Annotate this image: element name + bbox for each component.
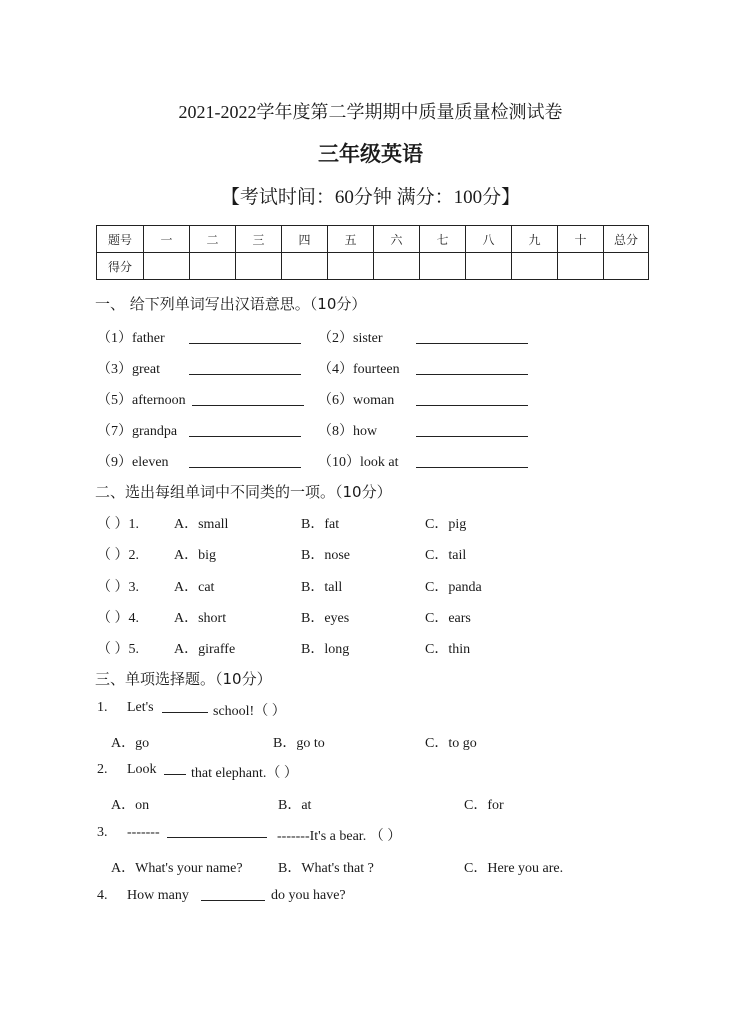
option-b: B．tall — [301, 580, 343, 595]
option-a: A．What's your name? — [111, 861, 243, 876]
section3-heading: 三、单项选择题。（10分） — [95, 670, 272, 688]
item-number: （3） — [97, 362, 132, 377]
answer-blank[interactable] — [189, 453, 301, 468]
score-cell: 五 — [328, 226, 374, 253]
option-c: C．thin — [425, 642, 471, 657]
item-word: eleven — [132, 455, 169, 470]
answer-blank[interactable] — [189, 422, 301, 437]
question-number: 2. — [97, 762, 108, 777]
item-number: （10） — [318, 455, 360, 470]
item-number: （8） — [318, 424, 353, 439]
item-number: （4） — [318, 362, 353, 377]
score-input-cell[interactable] — [328, 253, 374, 280]
item-number: （6） — [318, 393, 353, 408]
question-text-pre: Let's — [127, 700, 154, 715]
score-table — [96, 225, 649, 280]
vocab-item — [97, 358, 160, 378]
item-word: father — [132, 331, 165, 346]
score-cell: 七 — [420, 226, 466, 253]
answer-blank[interactable] — [192, 391, 304, 406]
answer-blank[interactable] — [201, 888, 265, 901]
option-b: B．eyes — [301, 611, 350, 626]
choice-number: （ ）5. — [97, 642, 139, 657]
answer-blank[interactable] — [164, 762, 186, 775]
score-input-cell[interactable] — [466, 253, 512, 280]
score-cell: 六 — [374, 226, 420, 253]
vocab-item — [318, 389, 394, 409]
answer-blank[interactable] — [162, 700, 208, 713]
question-number: 3. — [97, 825, 108, 840]
score-cell: 题号 — [97, 226, 144, 253]
score-input-cell[interactable] — [190, 253, 236, 280]
score-cell: 十 — [558, 226, 604, 253]
page-subtitle: 三年级英语 — [318, 142, 423, 166]
score-input-cell[interactable] — [512, 253, 558, 280]
option-a: A．cat — [174, 580, 215, 595]
option-c: C．tail — [425, 548, 467, 563]
option-c: C．to go — [425, 736, 477, 751]
score-input-cell[interactable] — [558, 253, 604, 280]
item-word: how — [353, 424, 378, 439]
answer-blank[interactable] — [416, 453, 528, 468]
score-cell: 总分 — [604, 226, 649, 253]
vocab-item — [97, 389, 186, 409]
question-number: 1. — [97, 700, 108, 715]
item-word: grandpa — [132, 424, 178, 439]
answer-blank[interactable] — [416, 360, 528, 375]
item-word: fourteen — [353, 362, 400, 377]
score-table-score-row — [97, 253, 649, 280]
answer-blank[interactable] — [189, 329, 301, 344]
vocab-item — [97, 420, 177, 440]
score-input-cell[interactable] — [144, 253, 190, 280]
item-word: great — [132, 362, 160, 377]
answer-blank[interactable] — [416, 329, 528, 344]
section2-heading: 二、选出每组单词中不同类的一项。（10分） — [95, 483, 392, 501]
vocab-item — [318, 358, 400, 378]
score-input-cell[interactable] — [236, 253, 282, 280]
question-text-pre: ------- — [127, 825, 160, 840]
option-b: B．nose — [301, 548, 350, 563]
answer-blank[interactable] — [167, 825, 267, 838]
score-cell: 四 — [282, 226, 328, 253]
choice-number: （ ）2. — [97, 548, 139, 563]
score-cell: 一 — [144, 226, 190, 253]
option-c: C．panda — [425, 580, 482, 595]
vocab-item — [318, 451, 399, 471]
option-c: C．pig — [425, 517, 467, 532]
item-word: woman — [353, 393, 395, 408]
item-word: look at — [360, 455, 399, 470]
score-cell: 三 — [236, 226, 282, 253]
section1-heading: 一、 给下列单词写出汉语意思。（10分） — [95, 295, 367, 313]
vocab-item — [318, 327, 383, 347]
score-input-cell[interactable] — [420, 253, 466, 280]
exam-info: 【考试时间：60分钟 满分：100分】 — [220, 187, 521, 208]
vocab-item — [97, 327, 188, 347]
item-word: sister — [353, 331, 383, 346]
choice-number: （ ）1. — [97, 517, 139, 532]
answer-blank[interactable] — [189, 360, 301, 375]
answer-blank[interactable] — [416, 391, 528, 406]
option-b: B．fat — [301, 517, 340, 532]
score-cell: 得分 — [97, 253, 144, 280]
item-number: （1） — [97, 331, 132, 346]
vocab-item — [97, 451, 169, 471]
option-b: B．What's that ? — [278, 861, 374, 876]
score-cell: 二 — [190, 226, 236, 253]
option-a: A．go — [111, 736, 150, 751]
option-a: A．on — [111, 798, 150, 813]
score-input-cell[interactable] — [374, 253, 420, 280]
option-c: C．Here you are. — [464, 861, 564, 876]
choice-number: （ ）4. — [97, 611, 139, 626]
question-text-post: school!（ ） — [213, 704, 286, 719]
score-cell: 八 — [466, 226, 512, 253]
score-table-header-row — [97, 226, 649, 253]
item-number: （2） — [318, 331, 353, 346]
item-word: afternoon — [132, 393, 186, 408]
score-input-cell[interactable] — [282, 253, 328, 280]
option-b: B．go to — [273, 736, 325, 751]
question-text-post: that elephant.（ ） — [191, 766, 298, 781]
option-a: A．small — [174, 517, 229, 532]
score-cell: 九 — [512, 226, 558, 253]
question-text-post: do you have? — [271, 888, 346, 903]
option-c: C．ears — [425, 611, 471, 626]
option-b: B．long — [301, 642, 350, 657]
option-c: C．for — [464, 798, 504, 813]
item-number: （9） — [97, 455, 132, 470]
option-a: A．big — [174, 548, 216, 563]
page-title: 2021-2022学年度第二学期期中质量质量检测试卷 — [178, 102, 563, 122]
question-text-pre: Look — [127, 762, 157, 777]
choice-number: （ ）3. — [97, 580, 139, 595]
answer-blank[interactable] — [416, 422, 528, 437]
score-input-cell[interactable] — [604, 253, 649, 280]
option-a: A．short — [174, 611, 227, 626]
item-number: （5） — [97, 393, 132, 408]
option-b: B．at — [278, 798, 312, 813]
question-text-post: -------It's a bear. （ ） — [277, 829, 402, 844]
question-number: 4. — [97, 888, 108, 903]
question-text-pre: How many — [127, 888, 189, 903]
vocab-item — [318, 420, 377, 440]
option-a: A．giraffe — [174, 642, 236, 657]
item-number: （7） — [97, 424, 132, 439]
